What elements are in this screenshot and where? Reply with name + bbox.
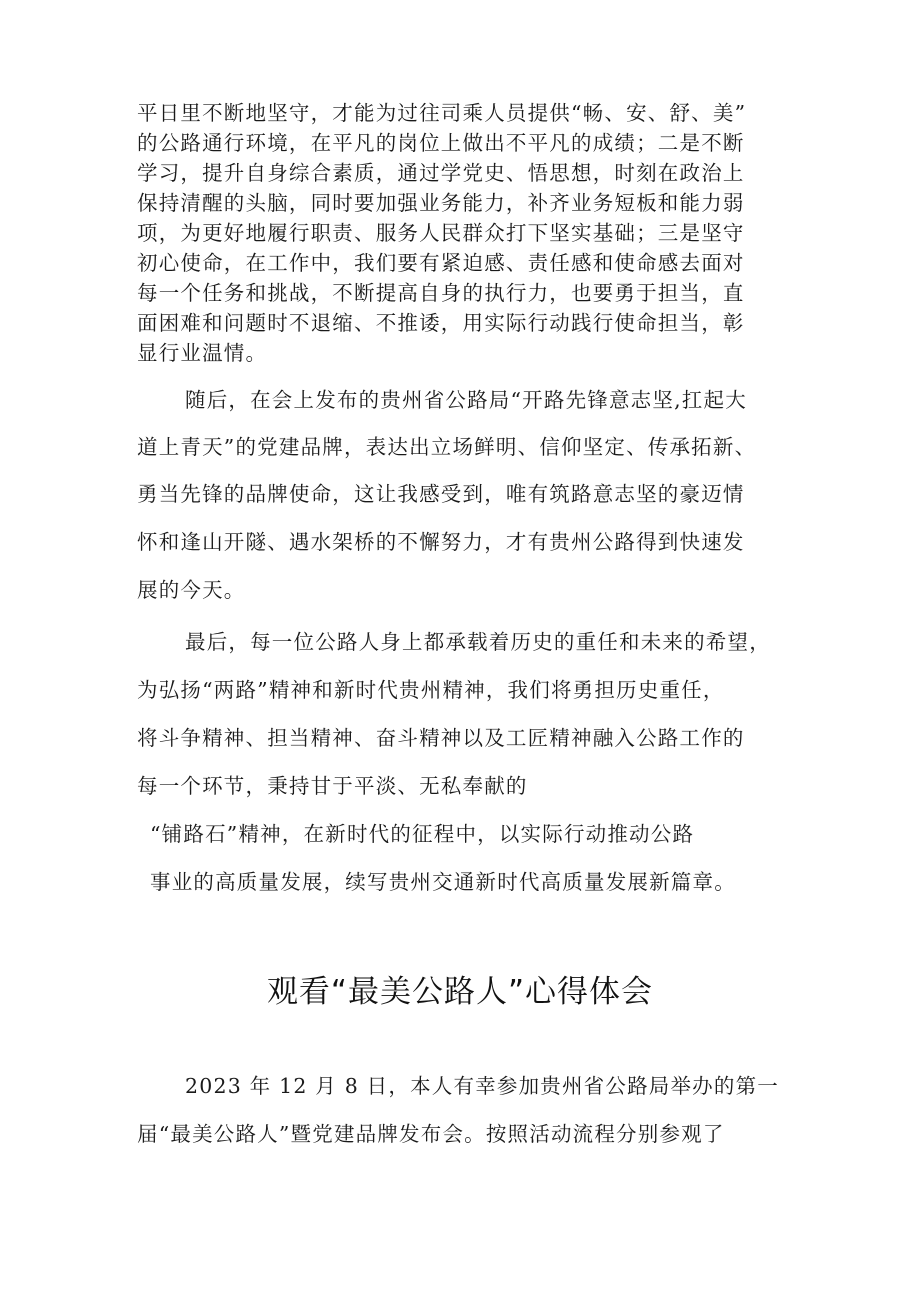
paragraph-3-line: 每一个环节，秉持甘于平淡、无私奉献的 <box>137 774 528 798</box>
section-title: 观看“最美公路人”心得体会 <box>266 974 654 1010</box>
paragraph-1-line: 初心使命，在工作中，我们要有紧迫感、责任感和使命感去面对 <box>137 251 745 275</box>
paragraph-2-line: 道上青天”的党建品牌，表达出立场鲜明、信仰坚定、传承拓新、 <box>137 435 757 459</box>
paragraph-3-line: 为弘扬“两路”精神和新时代贵州精神，我们将勇担历史重任， <box>137 678 725 702</box>
paragraph-3-line: 最后，每一位公路人身上都承载着历史的重任和未来的希望， <box>185 630 771 654</box>
paragraph-1-line: 每一个任务和挑战，不断提高自身的执行力，也要勇于担当，直 <box>137 281 745 305</box>
paragraph-1-line: 显行业温情。 <box>137 341 268 365</box>
paragraph-3-line: 事业的高质量发展，续写贵州交通新时代高质量发展新篇章。 <box>150 870 736 894</box>
paragraph-3-line: 将斗争精神、担当精神、奋斗精神以及工匠精神融入公路工作的 <box>137 726 745 750</box>
paragraph-1-line: 面困难和问题时不退缩、不推诿，用实际行动践行使命担当，彰 <box>137 311 745 335</box>
paragraph-1-line: 的公路通行环境，在平凡的岗位上做出不平凡的成绩；二是不断 <box>137 131 745 155</box>
paragraph-1-line: 保持清醒的头脑，同时要加强业务能力，补齐业务短板和能力弱 <box>137 191 745 215</box>
paragraph-1-line: 平日里不断地坚守，才能为过往司乘人员提供“畅、安、舒、美” <box>137 101 747 125</box>
paragraph-2-line: 勇当先锋的品牌使命，这让我感受到，唯有筑路意志坚的豪迈情 <box>137 482 745 506</box>
paragraph-4-line: 届“最美公路人”暨党建品牌发布会。按照活动流程分别参观了 <box>137 1122 725 1146</box>
paragraph-1-line: 项，为更好地履行职责、服务人民群众打下坚实基础；三是坚守 <box>137 221 745 245</box>
paragraph-1-line: 学习，提升自身综合素质，通过学党史、悟思想，时刻在政治上 <box>137 161 745 185</box>
paragraph-2-line: 展的今天。 <box>137 578 246 602</box>
paragraph-3-line: “铺路石”精神，在新时代的征程中，以实际行动推动公路 <box>150 822 695 846</box>
paragraph-2-line: 随后，在会上发布的贵州省公路局“开路先锋意志坚,扛起大 <box>185 388 747 412</box>
paragraph-2-line: 怀和逢山开隧、遇水架桥的不懈努力，才有贵州公路得到快速发 <box>137 530 745 554</box>
paragraph-4-line: 2023 年 12 月 8 日，本人有幸参加贵州省公路局举办的第一 <box>185 1074 779 1098</box>
